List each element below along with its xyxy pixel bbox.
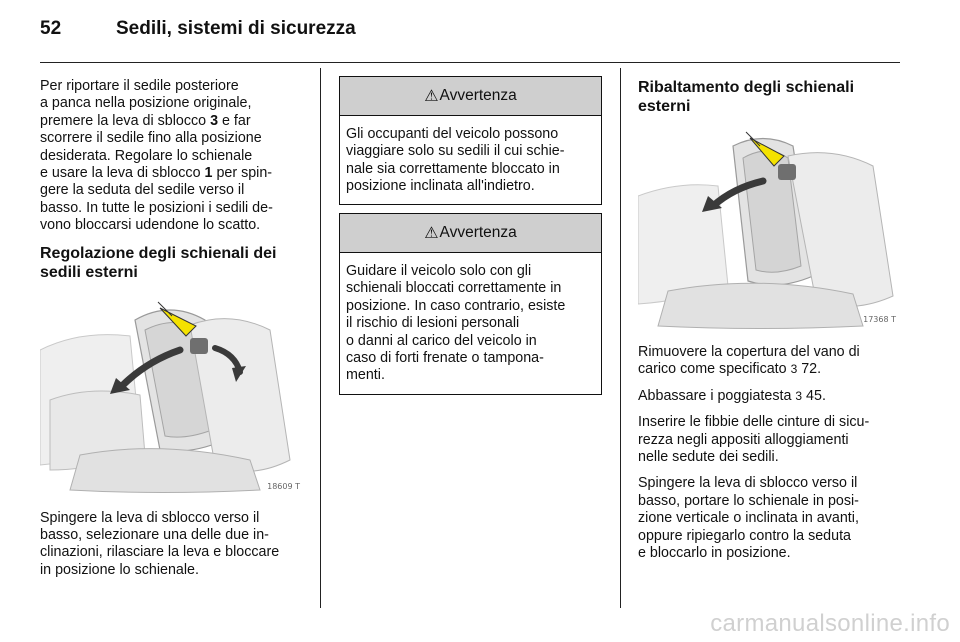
column-1 xyxy=(40,78,312,588)
watermark: carmanualsonline.info xyxy=(710,610,950,637)
page-reference: 72. xyxy=(801,361,822,378)
page-reference: 45. xyxy=(806,387,826,404)
lever-number: 1 xyxy=(204,165,213,182)
paragraph: Abbassare i poggiatesta 3 45. xyxy=(638,387,826,404)
seat-illustration xyxy=(638,126,900,332)
column-separator xyxy=(320,68,321,608)
warning-title: Avvertenza xyxy=(439,224,517,241)
warning-box xyxy=(339,213,602,395)
section-heading: Regolazione degli schienali dei sedili esterni xyxy=(40,244,277,281)
paragraph: Spingere la leva di sblocco verso il basso, selezionare una delle due in- clinazioni, rilasciare la leva e bloccare in posizione lo schienale. xyxy=(40,509,280,578)
page-title: Sedili, sistemi di sicurezza xyxy=(116,18,356,39)
lever-number: 3 xyxy=(210,112,219,129)
seat-illustration xyxy=(40,290,304,500)
warning-triangle-icon: ⚠ xyxy=(424,88,439,105)
section-heading: Ribaltamento degli schienali esterni xyxy=(638,79,855,115)
page-reference-icon: 3 xyxy=(795,388,803,403)
page-number: 52 xyxy=(40,18,62,39)
warning-text: Guidare il veicolo solo con gli schienali bloccati correttamente in posizione. In caso contrario, esiste il rischio di lesioni personali o danni al carico del veicolo in caso di forti frenate o tampona- menti. xyxy=(346,263,566,384)
warning-title: Avvertenza xyxy=(439,87,517,104)
seat-fold-figure xyxy=(638,126,900,332)
paragraph: Inserire le fibbie delle cinture di sicu- rezza negli appositi alloggiamenti nelle sedute dei sedili. xyxy=(638,414,870,466)
warning-text: Gli occupanti del veicolo possono viaggiare solo su sedili il cui schie- nale sia correttamente bloccato in posizione inclinata all'indietro. xyxy=(346,126,565,195)
warning-triangle-icon: ⚠ xyxy=(424,225,439,242)
paragraph: Per riportare il sedile posteriore a panca nella posizione originale, premere la leva di sblocco 3 e far scorrere il sedile fino alla posizione desiderata. Regolare lo schienale e usare la leva di sblocco 1 per spin- gere la seduta del sedile verso il basso. In tutte le posizioni i sedili de- vono bloccarsi udendone lo scatto. xyxy=(40,78,273,234)
warning-header xyxy=(340,214,601,253)
figure-code: 17368 T xyxy=(863,314,896,324)
warning-header xyxy=(340,77,601,116)
paragraph: Rimuovere la copertura del vano di carico come specificato 3 72. xyxy=(638,344,860,378)
page-header xyxy=(40,18,356,40)
page-reference-icon: 3 xyxy=(790,362,798,377)
seat-adjust-figure xyxy=(40,290,304,500)
warning-box xyxy=(339,76,602,205)
figure-code: 18609 T xyxy=(267,482,300,492)
header-rule xyxy=(40,62,900,63)
paragraph: Spingere la leva di sblocco verso il basso, portare lo schienale in posi- zione verticale o inclinata in avanti, oppure ripiegarlo contro la seduta e bloccarlo in posizione. xyxy=(638,475,859,562)
column-3 xyxy=(638,78,902,571)
column-separator xyxy=(620,68,621,608)
